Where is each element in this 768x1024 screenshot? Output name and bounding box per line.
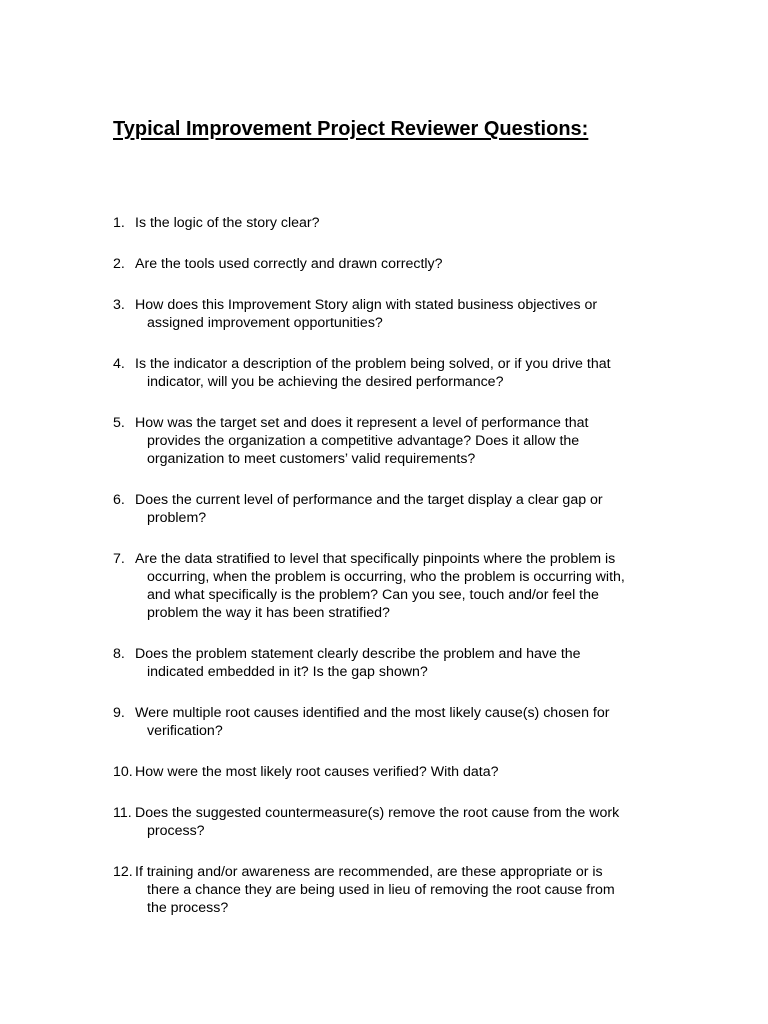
question-item bbox=[113, 550, 673, 622]
question-text-continuation: problem? bbox=[147, 510, 207, 526]
question-text-continuation: indicator, will you be achieving the desired performance? bbox=[147, 374, 504, 390]
question-text: Does the suggested countermeasure(s) remove the root cause from the work bbox=[135, 805, 620, 821]
question-number: 4. bbox=[113, 356, 125, 372]
question-number: 1. bbox=[113, 215, 125, 231]
question-item bbox=[113, 296, 673, 332]
question-item bbox=[113, 863, 673, 917]
question-number: 3. bbox=[113, 297, 125, 313]
question-number: 10. bbox=[113, 764, 133, 780]
question-text: If training and/or awareness are recommended, are these appropriate or is bbox=[135, 864, 603, 880]
question-text: How were the most likely root causes verified? With data? bbox=[135, 764, 499, 780]
question-text-continuation: occurring, when the problem is occurring, who the problem is occurring with, bbox=[147, 569, 625, 585]
question-number: 12. bbox=[113, 864, 133, 880]
question-text-continuation: process? bbox=[147, 823, 205, 839]
question-text-continuation: verification? bbox=[147, 723, 223, 739]
question-item bbox=[113, 763, 673, 781]
question-number: 9. bbox=[113, 705, 125, 721]
question-text: Is the logic of the story clear? bbox=[135, 215, 320, 231]
question-text: Are the data stratified to level that specifically pinpoints where the problem is bbox=[135, 551, 616, 567]
question-list bbox=[113, 214, 673, 940]
question-number: 2. bbox=[113, 256, 125, 272]
question-number: 11. bbox=[113, 805, 132, 821]
question-text: How was the target set and does it represent a level of performance that bbox=[135, 415, 589, 431]
question-text: Were multiple root causes identified and the most likely cause(s) chosen for bbox=[135, 705, 610, 721]
question-text-continuation: there a chance they are being used in lieu of removing the root cause from bbox=[147, 882, 615, 898]
question-text-continuation: provides the organization a competitive advantage? Does it allow the bbox=[147, 433, 580, 449]
question-item bbox=[113, 491, 673, 527]
question-text: Are the tools used correctly and drawn correctly? bbox=[135, 256, 443, 272]
question-number: 7. bbox=[113, 551, 125, 567]
question-text-continuation: problem the way it has been stratified? bbox=[147, 605, 390, 621]
question-text-continuation: organization to meet customers’ valid requirements? bbox=[147, 451, 476, 467]
question-text-continuation: the process? bbox=[147, 900, 229, 916]
question-text: Does the problem statement clearly describe the problem and have the bbox=[135, 646, 581, 662]
question-text-continuation: assigned improvement opportunities? bbox=[147, 315, 383, 331]
question-item bbox=[113, 804, 673, 840]
question-text: Does the current level of performance and the target display a clear gap or bbox=[135, 492, 603, 508]
question-item bbox=[113, 704, 673, 740]
question-item bbox=[113, 645, 673, 681]
question-text-continuation: and what specifically is the problem? Can you see, touch and/or feel the bbox=[147, 587, 599, 603]
question-number: 6. bbox=[113, 492, 125, 508]
question-item bbox=[113, 355, 673, 391]
question-item bbox=[113, 255, 673, 273]
question-number: 5. bbox=[113, 415, 125, 431]
question-text: Is the indicator a description of the problem being solved, or if you drive that bbox=[135, 356, 611, 372]
question-number: 8. bbox=[113, 646, 125, 662]
question-item bbox=[113, 214, 673, 232]
question-text: How does this Improvement Story align with stated business objectives or bbox=[135, 297, 598, 313]
question-item bbox=[113, 414, 673, 468]
document-title: Typical Improvement Project Reviewer Questions: bbox=[113, 118, 589, 140]
question-text-continuation: indicated embedded in it? Is the gap shown? bbox=[147, 664, 428, 680]
